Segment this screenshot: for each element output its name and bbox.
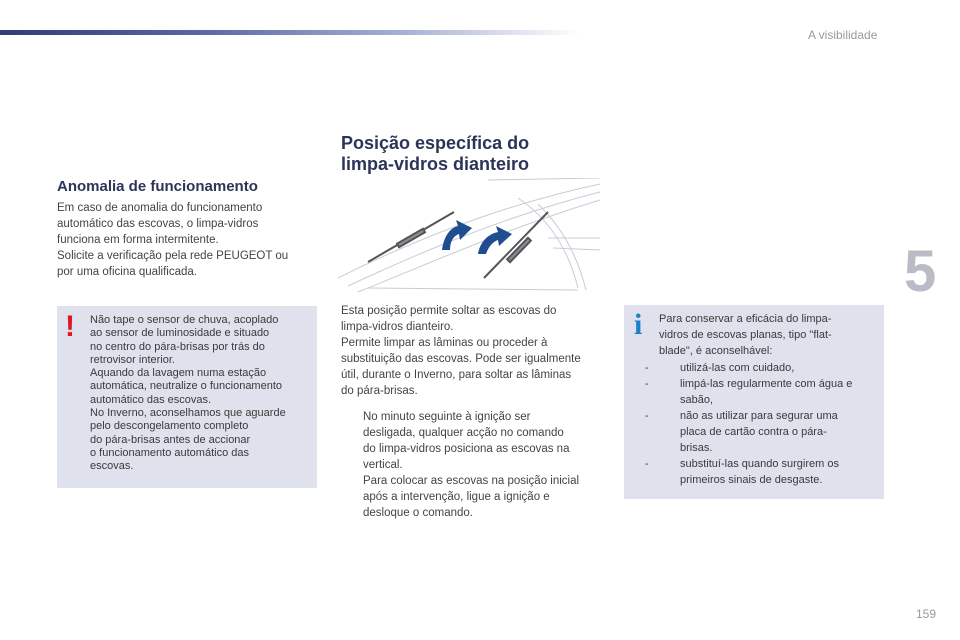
instruction-text: No minuto seguinte à ignição ser desligada, qualquer acção no comando do limpa-vidros posiciona as escovas na vertical. (363, 411, 570, 471)
page-number: 159 (916, 607, 937, 621)
info-list-item: - substituí-las quando surgirem os primeiros sinais de desgaste. (645, 458, 839, 486)
warning-icon: ! (65, 310, 75, 343)
wiper-arm-left (368, 212, 454, 262)
section-title: A visibilidade (808, 28, 878, 42)
anomaly-heading: Anomalia de funcionamento (57, 178, 258, 195)
arrow-up-right-icon (478, 226, 512, 254)
warning-text: Não tape o sensor de chuva, acoplado ao sensor de luminosidade e situado no centro do pára-brisas por trás do retrovisor interior. Aquando da lavagem numa estação automática, neutralize o funcionamento automático das escovas. No Inverno, aconselhamos que aguarde pelo descongelamento completo do pára-brisas antes de accionar o funcionamento automático das escovas. (90, 314, 286, 473)
anomaly-paragraph: Em caso de anomalia do funcionamento automático das escovas, o limpa-vidros funciona em forma intermitente. Solicite a verificação pela rede PEUGEOT ou por uma oficina qualificada. (57, 202, 289, 278)
info-list-item: - limpá-las regularmente com água e sabão, (645, 378, 853, 406)
info-intro: Para conservar a eficácia do limpa- vidros de escovas planas, tipo "flat- blade", é aconselhável: (659, 313, 832, 357)
wiper-position-heading: Posição específica do limpa-vidros dianteiro (341, 133, 530, 174)
instruction-text: Para colocar as escovas na posição inicial após a intervenção, ligue a ignição e desloque o comando. (363, 475, 580, 519)
wiper-illustration (338, 178, 602, 294)
instruction-item (341, 473, 603, 521)
info-box (624, 305, 884, 499)
chapter-number: 5 (904, 239, 937, 304)
position-paragraph: Esta posição permite soltar as escovas do limpa-vidros dianteiro. Permite limpar as lâminas ou proceder à substituição das escovas. Pode ser igualmente útil, durante o Inverno, para soltar as lâminas do pára-brisas. (341, 305, 581, 397)
header-gradient-bar (0, 30, 580, 35)
info-icon: i (634, 308, 643, 341)
wiper-arm-right (484, 212, 548, 278)
info-list (634, 360, 880, 488)
instruction-list (341, 409, 603, 521)
warning-box (57, 306, 317, 488)
info-list-item: - não as utilizar para segurar uma placa de cartão contra o pára- brisas. (645, 410, 838, 454)
info-list-item: - utilizá-las com cuidado, (645, 362, 795, 374)
instruction-item (341, 409, 603, 473)
